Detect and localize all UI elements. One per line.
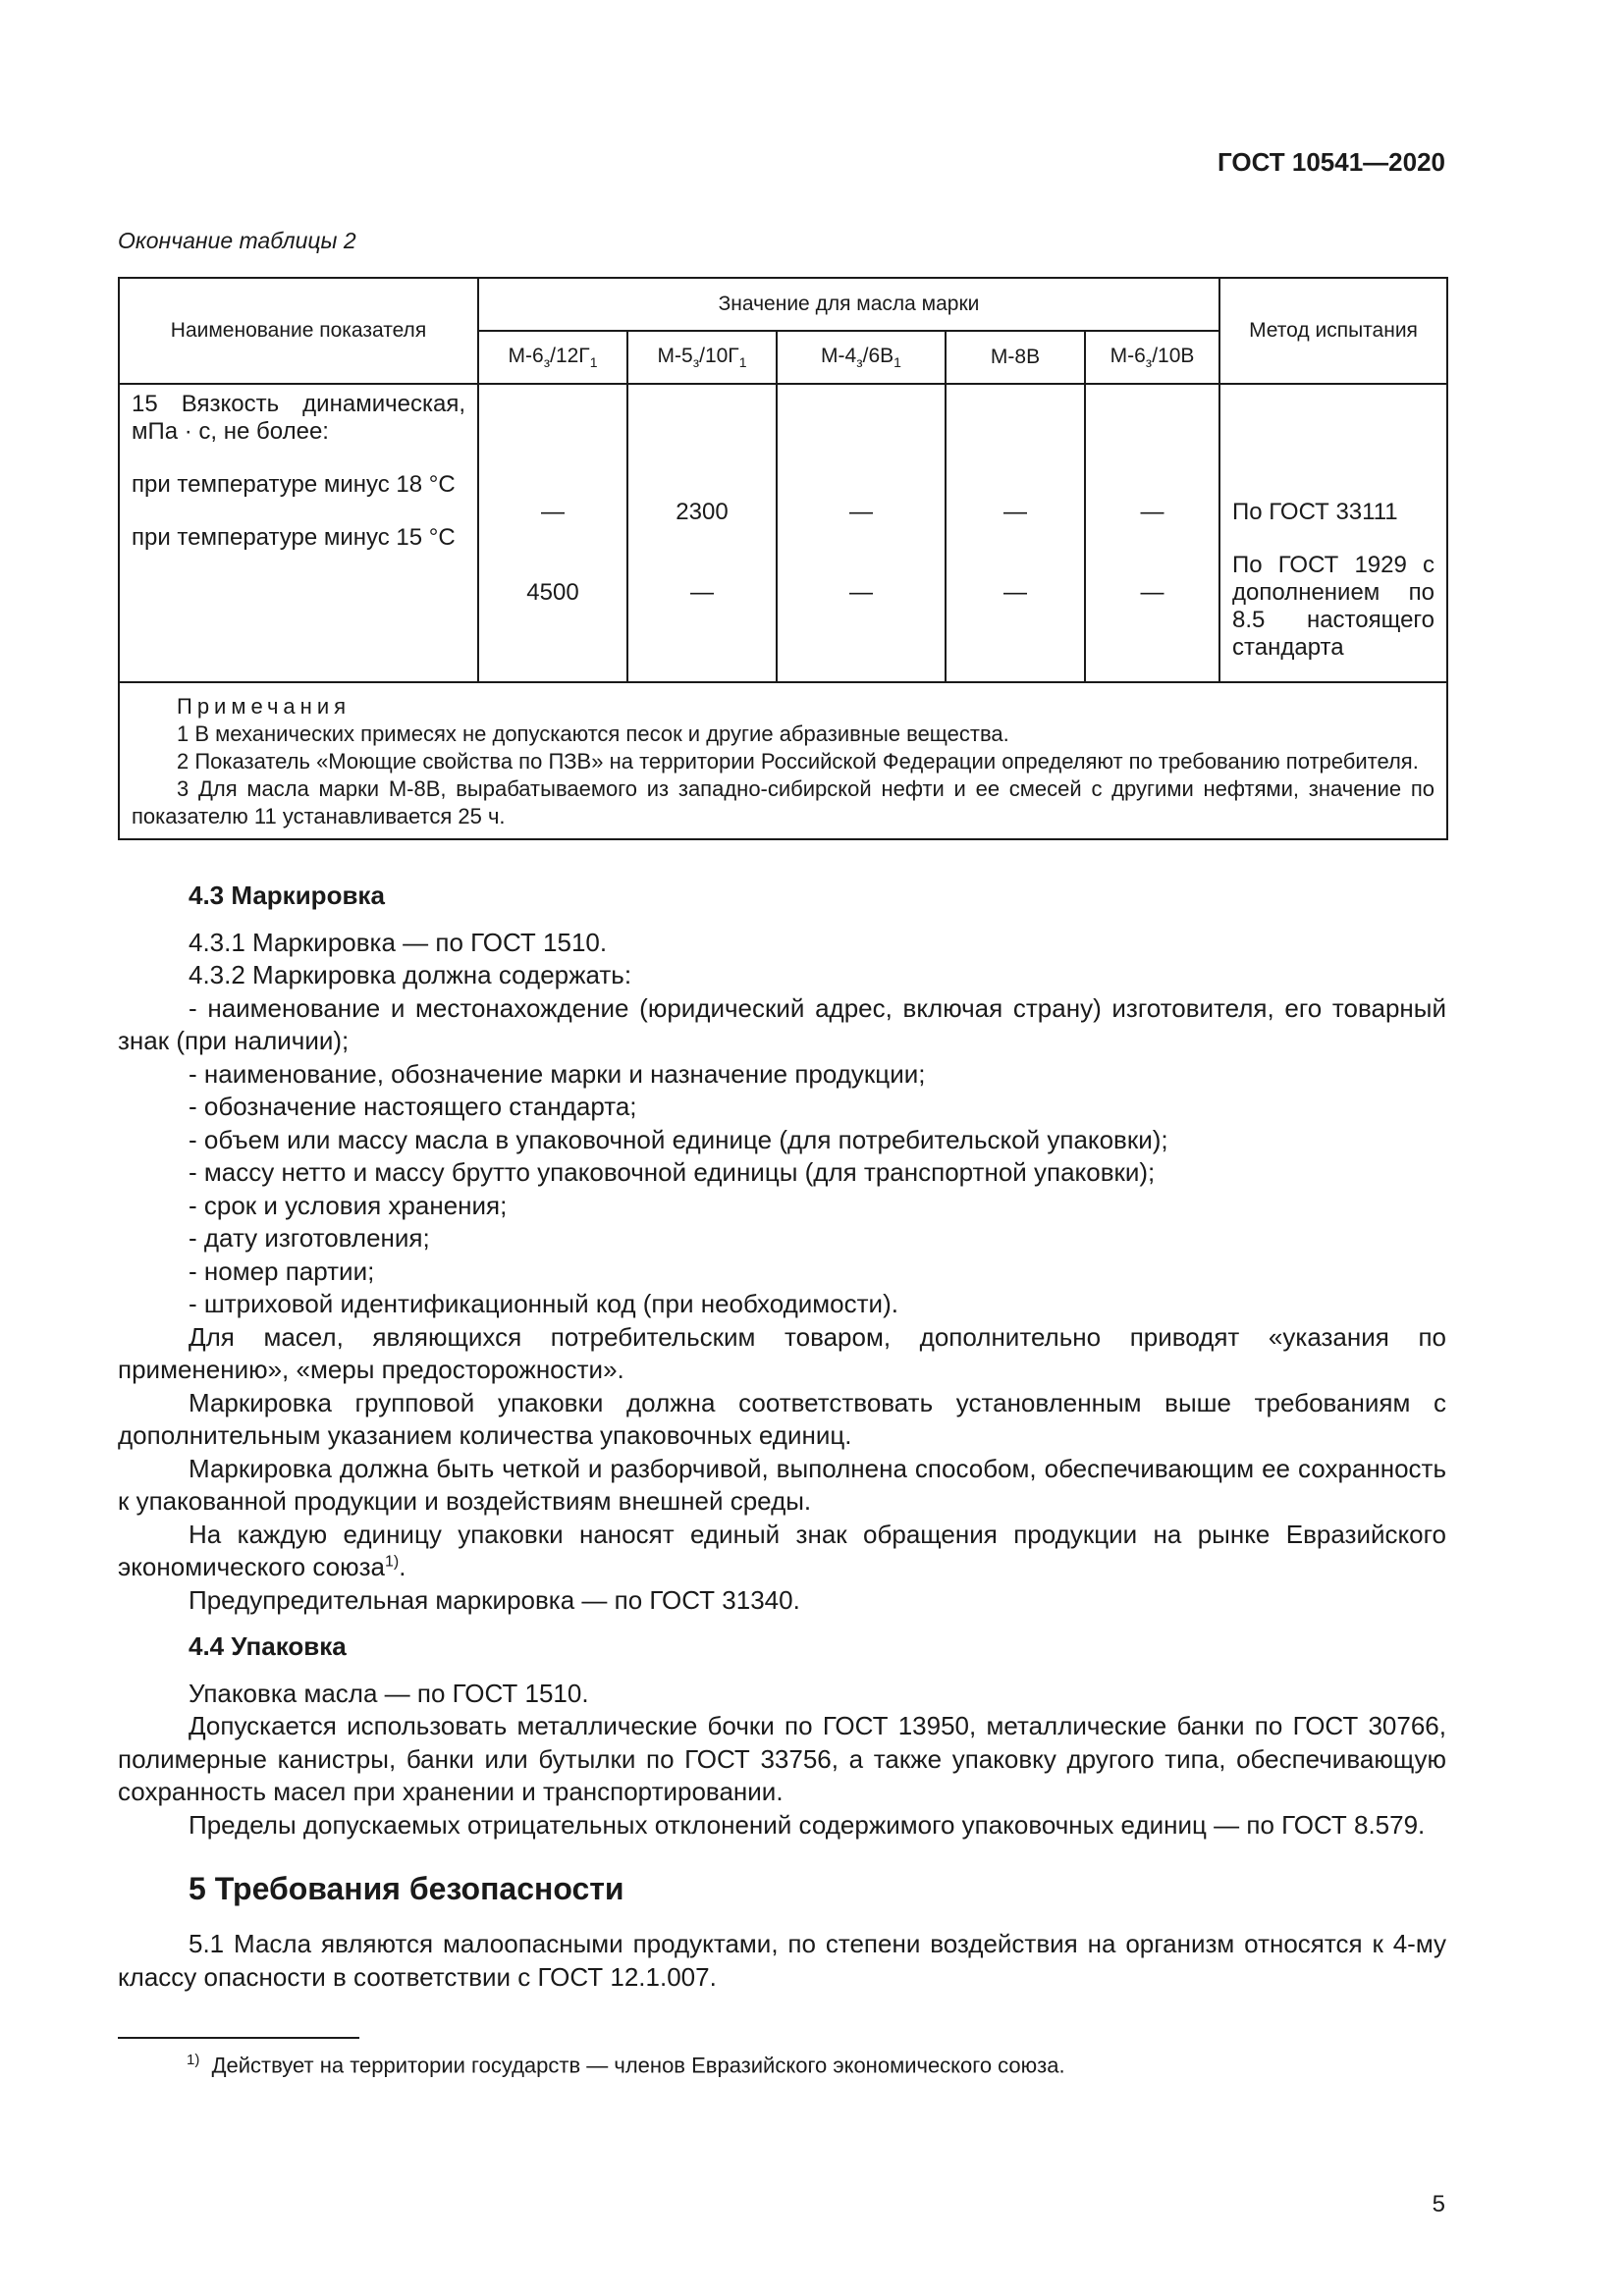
list-item: - наименование, обозначение марки и назначение продукции; [189, 1058, 926, 1089]
paragraph: Предупредительная маркировка — по ГОСТ 31340. [189, 1584, 800, 1615]
spec-table [118, 277, 1448, 840]
header-grade: $М-6_з/12Г_1$ [478, 331, 627, 384]
paragraph: 4.3.2 Маркировка должна содержать: [189, 960, 632, 989]
row-name: при температуре минус 15 °С [132, 524, 456, 551]
section-heading-4-3: 4.3 Маркировка [189, 881, 385, 910]
note-item: 2 Показатель «Моющие свойства по ПЗВ» на территории Российской Федерации определяют по требованию потребителя. [177, 749, 1419, 774]
notes-title: Примечания [177, 694, 352, 719]
cell-method: По ГОСТ 1929 с дополнением по 8.5 настоящего стандарта [1232, 552, 1435, 661]
body-text [118, 880, 1446, 1994]
paragraph: 5.1 Масла являются малоопасными продуктами, по степени воздействия на организм относятся к 4-му классу опасности в соответствии с ГОСТ 12.1.007. [118, 1929, 1446, 1992]
footnote-divider [118, 2037, 359, 2039]
row-title: 15 Вязкость динамическая, мПа · с, не более: [132, 391, 465, 445]
document-id: ГОСТ 10541—2020 [1218, 147, 1445, 177]
cell-value: — [849, 499, 873, 525]
header-grade: $М-4_з/6В_1$ [777, 331, 946, 384]
cell-value: — [1003, 499, 1027, 525]
list-item: - номер партии; [189, 1255, 375, 1286]
cell-value: — [1140, 499, 1164, 525]
cell-method: По ГОСТ 33111 [1232, 499, 1398, 525]
section-heading-4-4: 4.4 Упаковка [189, 1631, 347, 1661]
note-item: 3 Для масла марки М-8В, вырабатываемого из западно-сибирской нефти и ее смесей с другими нефтями, значение по показателю 11 устанавливается 25 ч. [132, 776, 1435, 828]
paragraph: Маркировка групповой упаковки должна соответствовать установленным выше требованиям с дополнительным указанием количества упаковочных единиц. [118, 1387, 1446, 1450]
header-grade: $М-6_з/10В$ [1085, 331, 1219, 384]
paragraph: Допускается использовать металлические бочки по ГОСТ 13950, металлические банки по ГОСТ 30766, полимерные канистры, банки или бутылки по ГОСТ 33756, а также упаковку другого типа, обеспечивающую сохранность масел при хранении и транспортировании. [118, 1711, 1446, 1806]
paragraph: 4.3.1 Маркировка — по ГОСТ 1510. [189, 927, 608, 957]
cell-value: — [690, 579, 714, 606]
list-item: - штриховой идентификационный код (при необходимости). [189, 1289, 898, 1318]
paragraph: Маркировка должна быть четкой и разборчивой, выполнена способом, обеспечивающим ее сохранность к упакованной продукции и воздействиям внешней среды. [118, 1453, 1446, 1516]
header-grade: $М-5_з/10Г_1$ [627, 331, 777, 384]
header-test-method: Метод испытания [1219, 278, 1447, 384]
paragraph: Для масел, являющихся потребительским товаром, дополнительно приводят «указания по применению», «меры предосторожности». [118, 1321, 1446, 1384]
list-item: - срок и условия хранения; [189, 1190, 508, 1220]
page-number: 5 [1432, 2191, 1445, 2217]
footnote-ref: 1) [384, 1553, 400, 1571]
cell-value: — [1140, 579, 1164, 606]
cell-value: — [1003, 579, 1027, 606]
list-item: - массу нетто и массу брутто упаковочной единицы (для транспортной упаковки); [189, 1157, 1156, 1187]
list-item: - наименование и местонахождение (юридический адрес, включая страну) изготовителя, его товарный знак (при наличии); [118, 992, 1446, 1055]
list-item: - обозначение настоящего стандарта; [189, 1092, 637, 1121]
section-heading-5: 5 Требования безопасности [189, 1871, 624, 1906]
paragraph: На каждую единицу упаковки наносят единый знак обращения продукции на рынке Евразийского экономического союза$^{1)}$. [118, 1519, 1446, 1581]
header-indicator-name: Наименование показателя [119, 278, 478, 384]
header-grade-group: Значение для масла марки [478, 278, 1219, 331]
list-item: - дату изготовления; [189, 1223, 430, 1253]
row-name: при температуре минус 18 °С [132, 471, 456, 498]
table-caption: Окончание таблицы 2 [118, 228, 356, 253]
cell-value: 4500 [526, 579, 579, 606]
table-row [119, 384, 1447, 682]
paragraph: Пределы допускаемых отрицательных отклонений содержимого упаковочных единиц — по ГОСТ 8.579. [189, 1809, 1426, 1840]
cell-value: — [849, 579, 873, 606]
note-item: 1 В механических примесях не допускаются песок и другие абразивные вещества. [177, 721, 1009, 746]
cell-value: 2300 [676, 499, 729, 525]
paragraph: Упаковка масла — по ГОСТ 1510. [189, 1678, 589, 1708]
footnote: $^{1)}$ Действует на территории государств — членов Евразийского экономического союза. [187, 2052, 1065, 2078]
cell-value: — [541, 499, 565, 525]
header-grade: М-8В [946, 331, 1085, 384]
list-item: - объем или массу масла в упаковочной единице (для потребительской упаковки); [189, 1124, 1168, 1154]
notes-row [119, 682, 1447, 839]
